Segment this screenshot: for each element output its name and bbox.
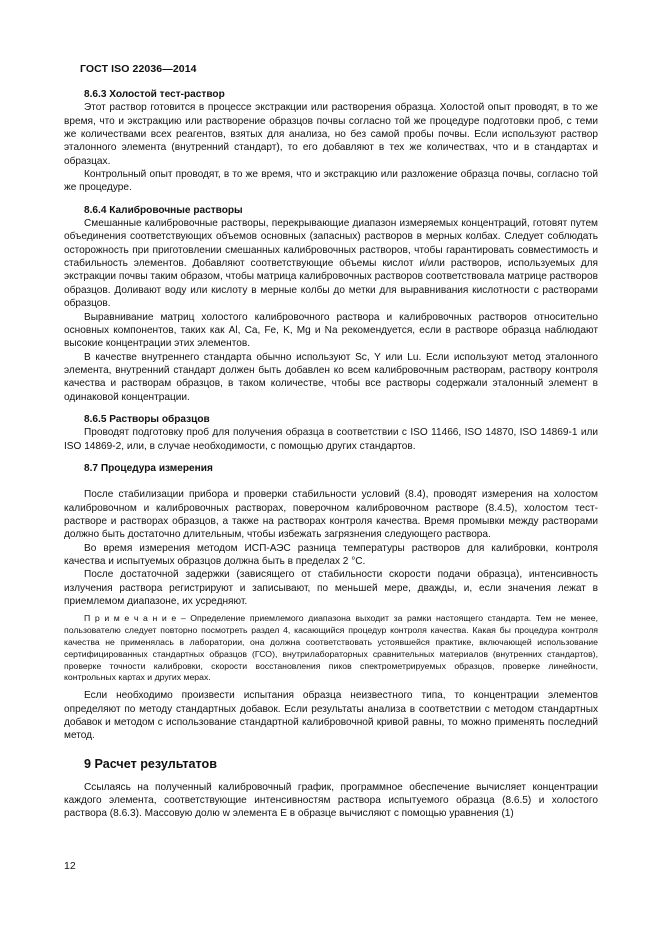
spacer	[64, 475, 598, 488]
section-8-6-4-paragraph-3: В качестве внутреннего стандарта обычно используют Sc, Y или Lu. Если используют метод эталонного элемента, внутренний стандарт должен быть добавлен ко всем калибровочным растворам, раствору контроля качества и растворам образцов, в таком количестве, чтобы все растворы содержали эталонный элемент в одинаковой концентрации.	[64, 351, 598, 403]
section-8-6-3-paragraph-2: Контрольный опыт проводят, в то же время, что и экстракцию или разложение образца почвы, согласно той же процедуре.	[64, 169, 598, 194]
section-9-title: 9 Расчет результатов	[84, 756, 217, 771]
spacer	[64, 772, 598, 781]
document-body	[64, 88, 598, 821]
section-8-7-title: 8.7 Процедура измерения	[84, 462, 213, 474]
section-8-6-5-paragraph-1: Проводят подготовку проб для получения образца в соответствии с ISO 11466, ISO 14870, ISO 14869-1 или ISO 14869-2, или, в случае необходимости, с помощью других стандартов.	[64, 427, 598, 452]
section-8-7-paragraph-2: Во время измерения методом ИСП-АЭС разница температуры растворов для калибровки, контроля качества и испытуемых образцов должна быть в пределах 2 °С.	[64, 542, 598, 567]
section-9-paragraph-1: Ссылаясь на полученный калибровочный график, программное обеспечение вычисляет концентрации каждого элемента, соответствующие интенсивностям раствора испытуемого образца (8.6.5) и холостого раствора (8.6.3). Массовую долю w элемента E в образце вычисляют с помощью уравнения (1)	[64, 781, 598, 820]
spacer	[64, 453, 598, 462]
section-8-6-5-title: 8.6.5 Растворы образцов	[84, 413, 210, 425]
section-8-7-paragraph-4: Если необходимо произвести испытания образца неизвестного типа, то концентрации элементов определяют по методу стандартных добавок. Если результаты анализа в соответствии с методом стандартных добавок и методом с использование стандартной калибровочной кривой равны, то можно применять последний метод.	[64, 690, 598, 742]
section-8-7-paragraph-3: После достаточной задержки (зависящего от стабильности скорости подачи образца), интенсивность излучения раствора регистрируют и записывают, по меньшей мере, дважды, и, если значения лежат в приемлемом диапазоне, их усредняют.	[64, 569, 598, 608]
section-8-6-4-title: 8.6.4 Калибровочные растворы	[84, 204, 243, 216]
page-number: 12	[64, 860, 76, 872]
note-label: П р и м е ч а н и е	[84, 613, 177, 624]
section-8-7-note	[64, 613, 598, 684]
section-8-6-4-paragraph-1: Смешанные калибровочные растворы, перекрывающие диапазон измеряемых концентраций, готовят путем объединения соответствующих объемов основных (запасных) растворов в мерных колбах. Следует соблюдать осторожность при приготовлении смешанных калибровочных растворов, чтобы гарантировать совместимость и стабильность элементов. Добавляют соответствующие объемы кислот и/или растворов, используемых для экстракции почвы таким образом, чтобы матрица калибровочных растворов соответствовала матрице растворов образцов. Доливают воду или кислоту в мерные колбы до метки для выравнивания кислотности с растворами образцов.	[64, 218, 598, 310]
note-text: – Определение приемлемого диапазона выходит за рамки настоящего стандарта. Тем не менее, пользователю следует повторно посмотреть раздел 4, касающийся процедур контроля качества. Какая бы процедура контроля качества не применялась в лаборатории, она должна соответствовать устоявшейся практике, включающей использование сертифицированных стандартных образцов (ГСО), внутрилабораторных сравнительных материалов (внутренних стандартов), проверке точности калибровки, скорости восстановления пиков спектрометрируемых образцов, проверке линейности, контрольных картах и других мерах.	[64, 613, 598, 683]
section-8-7-paragraph-1: После стабилизации прибора и проверки стабильности условий (8.4), проводят измерения на холостом калибровочном и калибровочных растворах, поверочном калибровочном растворе (8.4.5), холостом тест-растворе и растворах образцов, а также на растворах контроля качества. Время промывки между растворами должно быть достаточно длительным, чтобы избежать загрязнения следующего раствора.	[64, 489, 598, 541]
standard-header: ГОСТ ISO 22036—2014	[80, 63, 197, 75]
spacer	[64, 743, 598, 756]
section-8-6-4-paragraph-2: Выравнивание матриц холостого калибровочного раствора и калибровочных растворов относительно основных компонентов, таких как Al, Ca, Fe, K, Mg и Na рекомендуется, если в растворе образца наблюдают высокие концентрации этих элементов.	[64, 311, 598, 350]
spacer	[64, 404, 598, 413]
section-8-6-3-title: 8.6.3 Холостой тест-раствор	[84, 89, 225, 100]
spacer	[64, 195, 598, 204]
section-8-6-3-paragraph-1: Этот раствор готовится в процессе экстракции или растворения образца. Холостой опыт проводят, в то же время, что и экстракцию или растворение образцов почвы согласно той же процедуре подготовки проб, с теми же количествами всех реагентов, взятых для анализа, но без самой пробы почвы. Если используют раствор эталонного элемента (внутренний стандарт), то его добавляют в тех же количествах, что и в стандартах и образцах.	[64, 102, 598, 167]
